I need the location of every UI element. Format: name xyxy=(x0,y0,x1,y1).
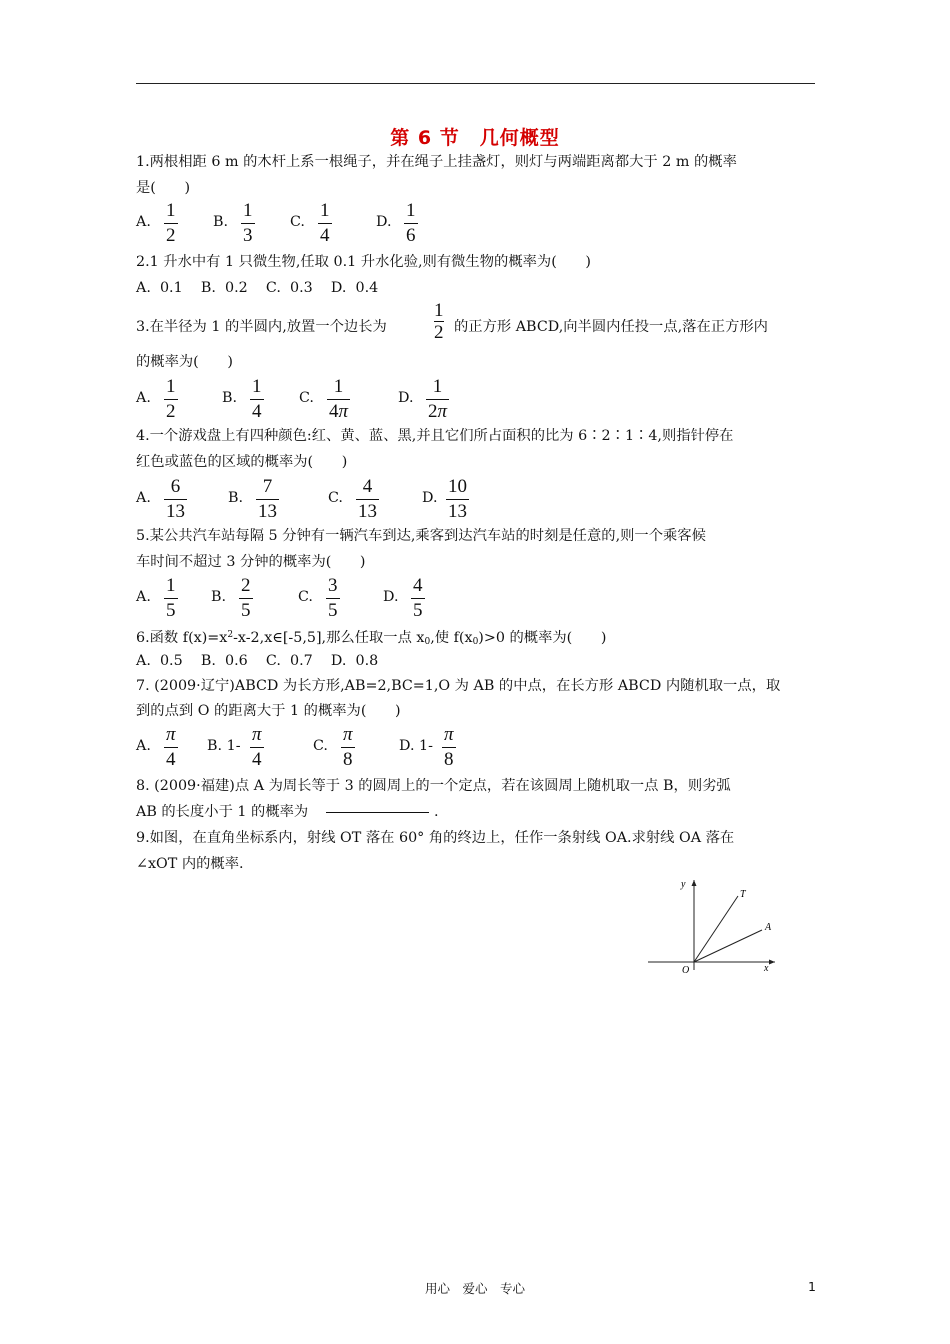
q7-option-d xyxy=(399,724,489,776)
fraction-bar xyxy=(326,598,340,599)
fraction-bar xyxy=(164,747,178,748)
q6-text-mid2: ,使 f(x xyxy=(430,630,473,646)
option-label: B. xyxy=(211,589,227,605)
option-fraction xyxy=(164,200,178,247)
question-1-line-1: 1.两根相距 6 m 的木杆上系一根绳子，并在绳子上挂盏灯，则灯与两端距离都大于 2 m 的概率 xyxy=(136,154,737,170)
fraction-bar xyxy=(164,499,187,500)
option-label: D. xyxy=(398,390,414,406)
question-8-line-1: 8. (2009·福建)点 A 为周长等于 3 的圆周上的一个定点，若在该圆周上随机取一点 B，则劣弧 xyxy=(136,778,731,794)
fraction-numerator: 10 xyxy=(448,476,467,497)
fraction-denominator: 2 xyxy=(166,225,176,246)
q6-subscript-1: 0 xyxy=(424,637,431,647)
fraction-numerator: 1 xyxy=(333,376,344,397)
footer-text: 用心 爱心 专心 xyxy=(424,1281,525,1296)
fraction-numerator: 1 xyxy=(252,376,262,397)
question-5-line-2: 车时间不超过 3 分钟的概率为( ) xyxy=(136,554,366,570)
fraction-denominator: 4 xyxy=(320,225,330,246)
fraction-denominator: 5 xyxy=(328,600,338,621)
option-label: C. xyxy=(298,589,313,605)
option-label: B. xyxy=(213,214,229,230)
question-2-options: A. 0.1 B. 0.2 C. 0.3 D. 0.4 xyxy=(136,280,379,296)
option-label: D. 1- xyxy=(399,738,433,754)
option-label: D. xyxy=(383,589,399,605)
fraction-denominator: 3 xyxy=(243,225,253,246)
option-fraction xyxy=(241,200,255,247)
fraction-denominator: 5 xyxy=(413,600,423,621)
coordinate-figure xyxy=(640,870,790,985)
q6-superscript: 2 xyxy=(227,630,234,640)
fraction-denominator: 8 xyxy=(444,749,454,770)
fraction-numerator: 1 xyxy=(434,300,444,321)
option-fraction xyxy=(164,575,178,622)
fraction-bar xyxy=(442,747,456,748)
fraction-denominator: 6 xyxy=(406,225,416,246)
fraction-numerator: 3 xyxy=(328,575,338,596)
question-3-line-2: 的概率为( ) xyxy=(136,354,233,370)
q4-option-c xyxy=(328,476,418,528)
question-3-line-1a: 3.在半径为 1 的半圆内,放置一个边长为 xyxy=(136,319,387,335)
fraction-denominator: 2 xyxy=(434,322,444,343)
option-fraction xyxy=(256,476,279,523)
option-fraction xyxy=(404,200,418,247)
option-fraction xyxy=(164,376,178,423)
option-fraction xyxy=(250,376,264,423)
q4-option-a xyxy=(136,476,226,528)
option-fraction xyxy=(327,376,350,423)
fraction-denominator: 4 xyxy=(252,401,262,422)
y-axis-arrow xyxy=(692,880,697,886)
question-7-line-2: 到的点到 O 的距离大于 1 的概率为( ) xyxy=(136,703,401,719)
fraction-numerator: 4 xyxy=(362,476,373,497)
q6-text-post: )>0 的概率为( ) xyxy=(478,630,607,646)
fraction-denominator: 8 xyxy=(343,749,353,770)
fraction-bar xyxy=(164,598,178,599)
question-9-line-2: ∠xOT 内的概率. xyxy=(136,856,244,872)
fraction-numerator: 7 xyxy=(262,476,273,497)
fraction-denominator: 5 xyxy=(166,600,176,621)
answer-blank xyxy=(326,812,429,813)
q4-option-b xyxy=(228,476,318,528)
question-7-line-1: 7. (2009·辽宁)ABCD 为长方形,AB=2,BC=1,O 为 AB 的中点，在长方形 ABCD 内随机取一点，取 xyxy=(136,678,781,694)
fraction-denominator: 13 xyxy=(258,501,277,522)
fraction-bar xyxy=(341,747,355,748)
fraction-bar xyxy=(411,598,425,599)
option-label: C. xyxy=(328,490,343,506)
x-axis-arrow xyxy=(769,960,775,965)
fraction-numerator: 2 xyxy=(241,575,251,596)
q5-option-b xyxy=(211,575,301,627)
fraction-denominator: 13 xyxy=(166,501,185,522)
fraction-bar xyxy=(239,598,253,599)
option-label: A. xyxy=(136,214,151,230)
question-1-line-2: 是( ) xyxy=(136,180,191,196)
option-fraction xyxy=(164,724,178,771)
q6-subscript-2: 0 xyxy=(472,637,479,647)
q5-option-c xyxy=(298,575,388,627)
fraction-denominator: 4 xyxy=(252,749,262,770)
q1-option-c xyxy=(290,200,380,252)
q3-option-d xyxy=(398,376,488,428)
page-title: 第 6 节 几何概型 xyxy=(390,127,560,149)
fraction-numerator: π xyxy=(444,724,454,745)
question-9-line-1: 9.如图，在直角坐标系内，射线 OT 落在 60° 角的终边上，任作一条射线 OA.求射线 OA 落在 xyxy=(136,830,735,846)
option-fraction xyxy=(341,724,355,771)
question-5-line-1: 5.某公共汽车站每隔 5 分钟有一辆汽车到达,乘客到达汽车站的时刻是任意的,则一个乘客候 xyxy=(136,528,706,544)
header-rule xyxy=(136,83,815,84)
fraction-numerator: π xyxy=(166,724,176,745)
fraction-bar xyxy=(164,399,178,400)
option-fraction xyxy=(426,376,449,423)
question-4-line-1: 4.一个游戏盘上有四种颜色:红、黄、蓝、黑,并且它们所占面积的比为 6∶2∶1∶4,则指针停在 xyxy=(136,428,734,444)
fraction-denominator: 2π xyxy=(428,401,448,422)
fraction-bar xyxy=(250,747,264,748)
fraction-numerator: 1 xyxy=(243,200,253,221)
fraction-bar xyxy=(327,399,350,400)
fraction-numerator: 1 xyxy=(166,376,176,397)
option-label: A. xyxy=(136,738,151,754)
fraction-numerator: 6 xyxy=(170,476,181,497)
origin-label: O xyxy=(682,965,690,976)
option-label: A. xyxy=(136,390,151,406)
q1-option-d xyxy=(376,200,466,252)
fraction-denominator: 13 xyxy=(448,501,467,522)
fraction-bar xyxy=(250,399,264,400)
q6-text-pre: 6.函数 f(x)=x xyxy=(136,630,228,646)
option-fraction xyxy=(326,575,340,622)
fraction-bar xyxy=(446,499,469,500)
fraction-bar xyxy=(426,399,449,400)
q6-text-mid: -x-2,x∈[-5,5],那么任取一点 x xyxy=(233,630,425,646)
fraction-denominator: 4 xyxy=(166,749,176,770)
q5-option-d xyxy=(383,575,473,627)
option-label: B. xyxy=(222,390,238,406)
question-2-line-1: 2.1 升水中有 1 只微生物,任取 0.1 升水化验,则有微生物的概率为( ) xyxy=(136,254,591,270)
fraction-bar xyxy=(356,499,379,500)
fraction-bar xyxy=(241,223,255,224)
a-label: A xyxy=(765,922,772,933)
option-fraction xyxy=(164,476,187,523)
option-label: C. xyxy=(313,738,328,754)
fraction-numerator: 4 xyxy=(413,575,423,596)
option-fraction xyxy=(446,476,469,523)
option-fraction xyxy=(411,575,425,622)
q7-option-b xyxy=(207,724,297,776)
y-label: y xyxy=(681,879,686,890)
fraction-bar xyxy=(256,499,279,500)
fraction-bar xyxy=(164,223,178,224)
option-label: A. xyxy=(136,589,151,605)
q3-option-a xyxy=(136,376,226,428)
option-label: D. xyxy=(422,490,438,506)
option-label: C. xyxy=(299,390,314,406)
x-label: x xyxy=(764,963,769,974)
q4-option-d xyxy=(422,476,512,528)
fraction-numerator: 1 xyxy=(406,200,416,221)
question-3-line-1b: 的正方形 ABCD,向半圆内任投一点,落在正方形内 xyxy=(454,319,768,335)
fraction-numerator: π xyxy=(343,724,353,745)
question-4-line-2: 红色或蓝色的区域的概率为( ) xyxy=(136,454,348,470)
fraction-denominator: 5 xyxy=(241,600,251,621)
q7-option-c xyxy=(313,724,403,776)
option-label: B. xyxy=(228,490,244,506)
fraction-numerator: 1 xyxy=(432,376,443,397)
fraction-denominator: 2 xyxy=(166,401,176,422)
fraction-bar xyxy=(318,223,332,224)
question-8-line-2a: AB 的长度小于 1 的概率为 xyxy=(136,804,309,820)
option-fraction xyxy=(239,575,253,622)
fraction-bar xyxy=(404,223,418,224)
question-6-options: A. 0.5 B. 0.6 C. 0.7 D. 0.8 xyxy=(136,653,379,669)
option-fraction xyxy=(318,200,332,247)
t-label: T xyxy=(740,889,746,900)
fraction-denominator: 13 xyxy=(358,501,377,522)
question-6-line-1 xyxy=(136,625,606,652)
question-3-inline-fraction xyxy=(434,300,444,343)
option-label: D. xyxy=(376,214,392,230)
fraction-numerator: π xyxy=(252,724,262,745)
page-number: 1 xyxy=(808,1279,816,1294)
option-label: C. xyxy=(290,214,305,230)
fraction-numerator: 1 xyxy=(166,200,176,221)
option-label: B. 1- xyxy=(207,738,241,754)
fraction-numerator: 1 xyxy=(166,575,176,596)
option-fraction xyxy=(442,724,456,771)
option-label: A. xyxy=(136,490,151,506)
fraction-denominator: 4π xyxy=(329,401,349,422)
question-8-line-2b: . xyxy=(434,804,439,820)
option-fraction xyxy=(356,476,379,523)
option-fraction xyxy=(250,724,264,771)
fraction-numerator: 1 xyxy=(320,200,330,221)
q3-option-c xyxy=(299,376,389,428)
